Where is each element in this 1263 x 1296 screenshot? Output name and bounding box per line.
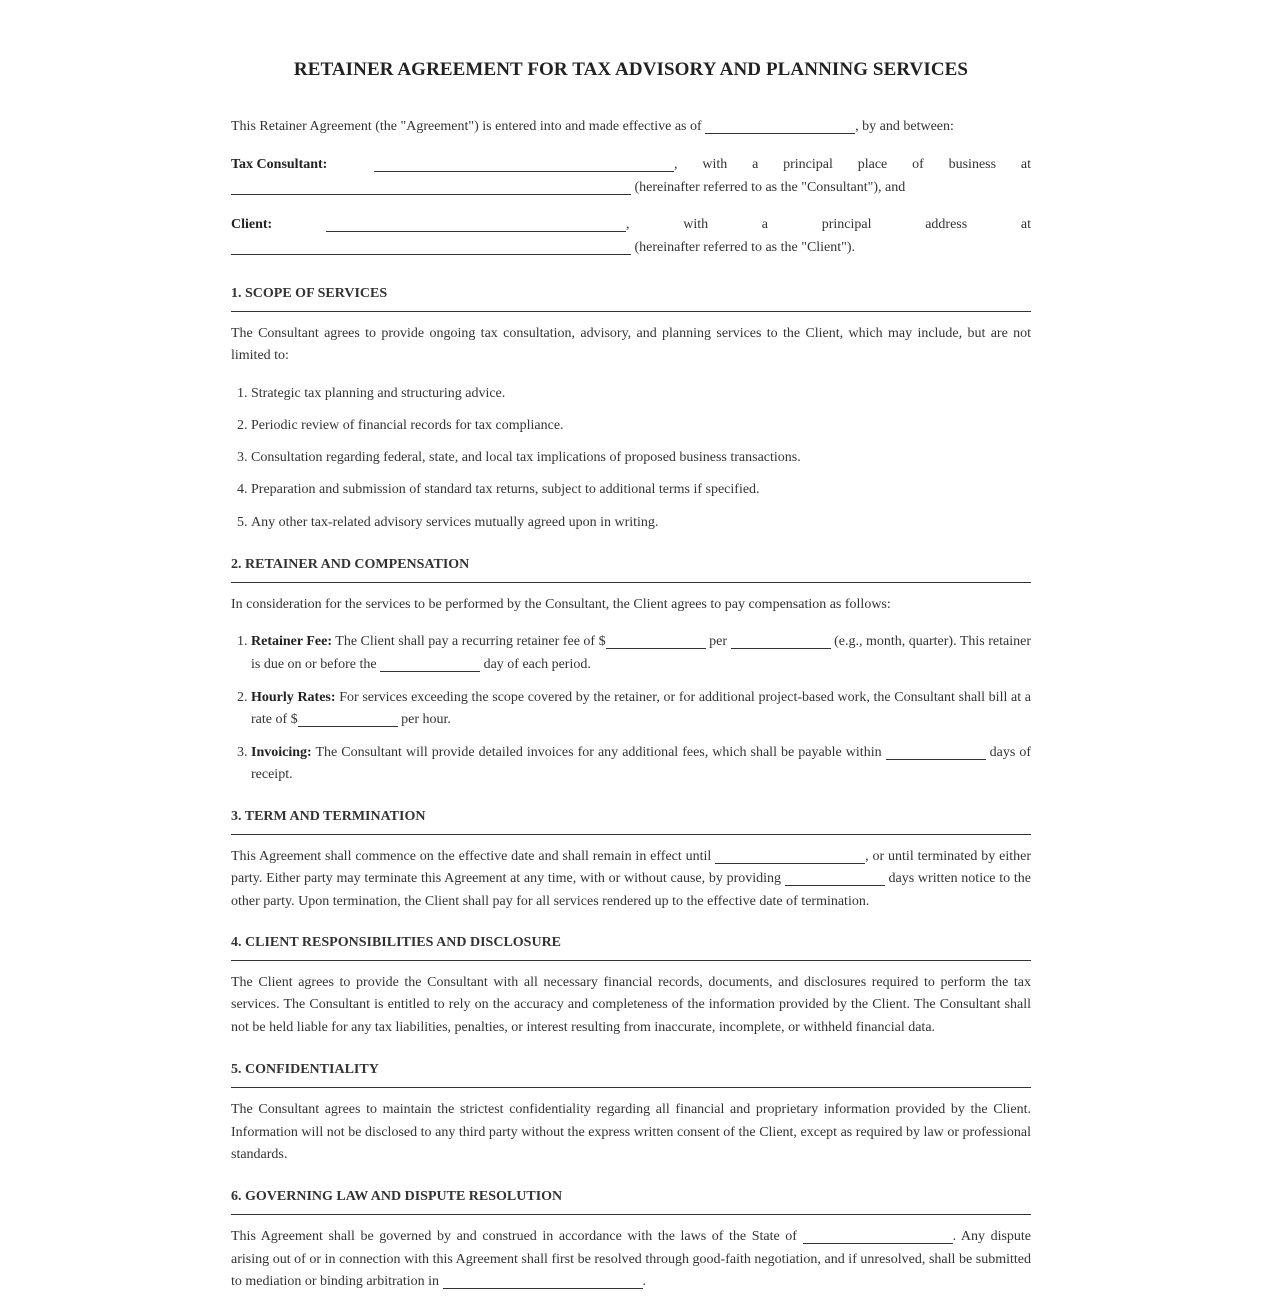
client-responsibilities-paragraph: The Client agrees to provide the Consultant with all necessary financial records, documents, and disclosures required to perform the tax services. The Consultant is entitled to rely on the accuracy and completeness of the information provided by the Client. The Consultant shall not be held liable for any tax liabilities, penalties, or interest resulting from inaccurate, incomplete, or withheld financial data. bbox=[231, 974, 1031, 1035]
compensation-list bbox=[231, 631, 1031, 786]
retainer-fee-amount-blank[interactable] bbox=[606, 634, 706, 649]
client-address-blank[interactable] bbox=[231, 240, 631, 255]
invoice-days-blank[interactable] bbox=[886, 745, 986, 760]
list-item: 5. Any other tax-related advisory services mutually agreed upon in writing. bbox=[251, 512, 1031, 534]
document-page bbox=[231, 0, 1031, 1294]
client-after-text: (hereinafter referred to as the "Client"). bbox=[631, 239, 856, 255]
state-blank[interactable] bbox=[803, 1229, 953, 1244]
intro-paragraph bbox=[231, 116, 1031, 138]
effective-date-blank[interactable] bbox=[705, 119, 855, 134]
list-item: 1. Strategic tax planning and structuring advice. bbox=[251, 383, 1031, 405]
consultant-address-blank[interactable] bbox=[231, 180, 631, 195]
list-item: 4. Preparation and submission of standard tax returns, subject to additional terms if specified. bbox=[251, 479, 1031, 501]
client-label: Client: bbox=[231, 217, 273, 233]
term-paragraph: This Agreement shall commence on the effective date and shall remain in effect until , or until terminated by either party. Either party may terminate this Agreement at any time, with or without cause, by providing days written notice to the other party. Upon termination, the Client shall pay for all services rendered up to the effective date of termination. bbox=[231, 848, 1032, 909]
client-party bbox=[231, 214, 1031, 259]
consultant-after-text: (hereinafter referred to as the "Consultant"), and bbox=[631, 179, 906, 195]
confidentiality-paragraph: The Consultant agrees to maintain the strictest confidentiality regarding all financial and proprietary information provided by the Client. Information will not be disclosed to any third party without the express written consent of the Client, except as required by law or professional standards. bbox=[231, 1102, 1031, 1162]
intro-text: This Retainer Agreement (the "Agreement") is entered into and made effective as of bbox=[231, 119, 706, 134]
hourly-rates-label: Hourly Rates: bbox=[251, 689, 336, 705]
section-heading-confidentiality: 5. CONFIDENTIALITY bbox=[231, 1061, 1031, 1088]
list-item-invoicing: 3. Invoicing: The Consultant will provide detailed invoices for any additional fees, which shall be payable within days of receipt. bbox=[251, 742, 1031, 787]
list-item-retainer-fee: 1. Retainer Fee: The Client shall pay a recurring retainer fee of $ per (e.g., month, quarter). This retainer is due on or before the day of each period. bbox=[251, 631, 1031, 676]
client-name-blank[interactable] bbox=[326, 217, 626, 232]
retainer-period-blank[interactable] bbox=[731, 634, 831, 649]
scope-intro: The Consultant agrees to provide ongoing tax consultation, advisory, and planning services to the Client, which may include, but are not limited to: bbox=[231, 326, 1031, 364]
list-item-hourly-rates: 2. Hourly Rates: For services exceeding the scope covered by the retainer, or for additional project-based work, the Consultant shall bill at a rate of $ per hour. bbox=[251, 687, 1031, 732]
consultant-middle-text: , with a principal place of business at bbox=[674, 157, 1031, 173]
client-middle-text: , with a principal address at bbox=[626, 217, 1031, 233]
governing-law-paragraph: This Agreement shall be governed by and construed in accordance with the laws of the State of . Any dispute arising out of or in connection with this Agreement shall first be resolved through good-faith negotiation, and if unresolved, shall be submitted to mediation or binding arbitration in . bbox=[231, 1229, 1032, 1290]
retainer-fee-label: Retainer Fee: bbox=[251, 634, 332, 650]
hourly-rate-blank[interactable] bbox=[298, 712, 398, 727]
consultant-label: Tax Consultant: bbox=[231, 157, 328, 173]
document-title: RETAINER AGREEMENT FOR TAX ADVISORY AND PLANNING SERVICES bbox=[293, 59, 969, 80]
section-heading-scope: 1. SCOPE OF SERVICES bbox=[231, 285, 1031, 312]
consultant-party bbox=[231, 154, 1031, 199]
retainer-intro: In consideration for the services to be performed by the Consultant, the Client agrees to pay compensation as follows: bbox=[231, 597, 891, 613]
scope-list bbox=[231, 383, 1031, 534]
intro-text-end: , by and between: bbox=[855, 119, 954, 134]
term-end-date-blank[interactable] bbox=[715, 849, 865, 864]
section-heading-retainer: 2. RETAINER AND COMPENSATION bbox=[231, 556, 1031, 583]
notice-days-blank[interactable] bbox=[785, 871, 885, 886]
consultant-name-blank[interactable] bbox=[374, 157, 674, 172]
arbitration-location-blank[interactable] bbox=[443, 1274, 643, 1289]
list-item: 2. Periodic review of financial records for tax compliance. bbox=[251, 415, 1031, 437]
section-heading-governing-law: 6. GOVERNING LAW AND DISPUTE RESOLUTION bbox=[231, 1188, 1031, 1215]
retainer-due-day-blank[interactable] bbox=[380, 657, 480, 672]
invoicing-label: Invoicing: bbox=[251, 744, 312, 760]
list-item: 3. Consultation regarding federal, state, and local tax implications of proposed business transactions. bbox=[251, 447, 1031, 469]
section-heading-client-responsibilities: 4. CLIENT RESPONSIBILITIES AND DISCLOSURE bbox=[231, 934, 1031, 961]
section-heading-term: 3. TERM AND TERMINATION bbox=[231, 808, 1031, 835]
